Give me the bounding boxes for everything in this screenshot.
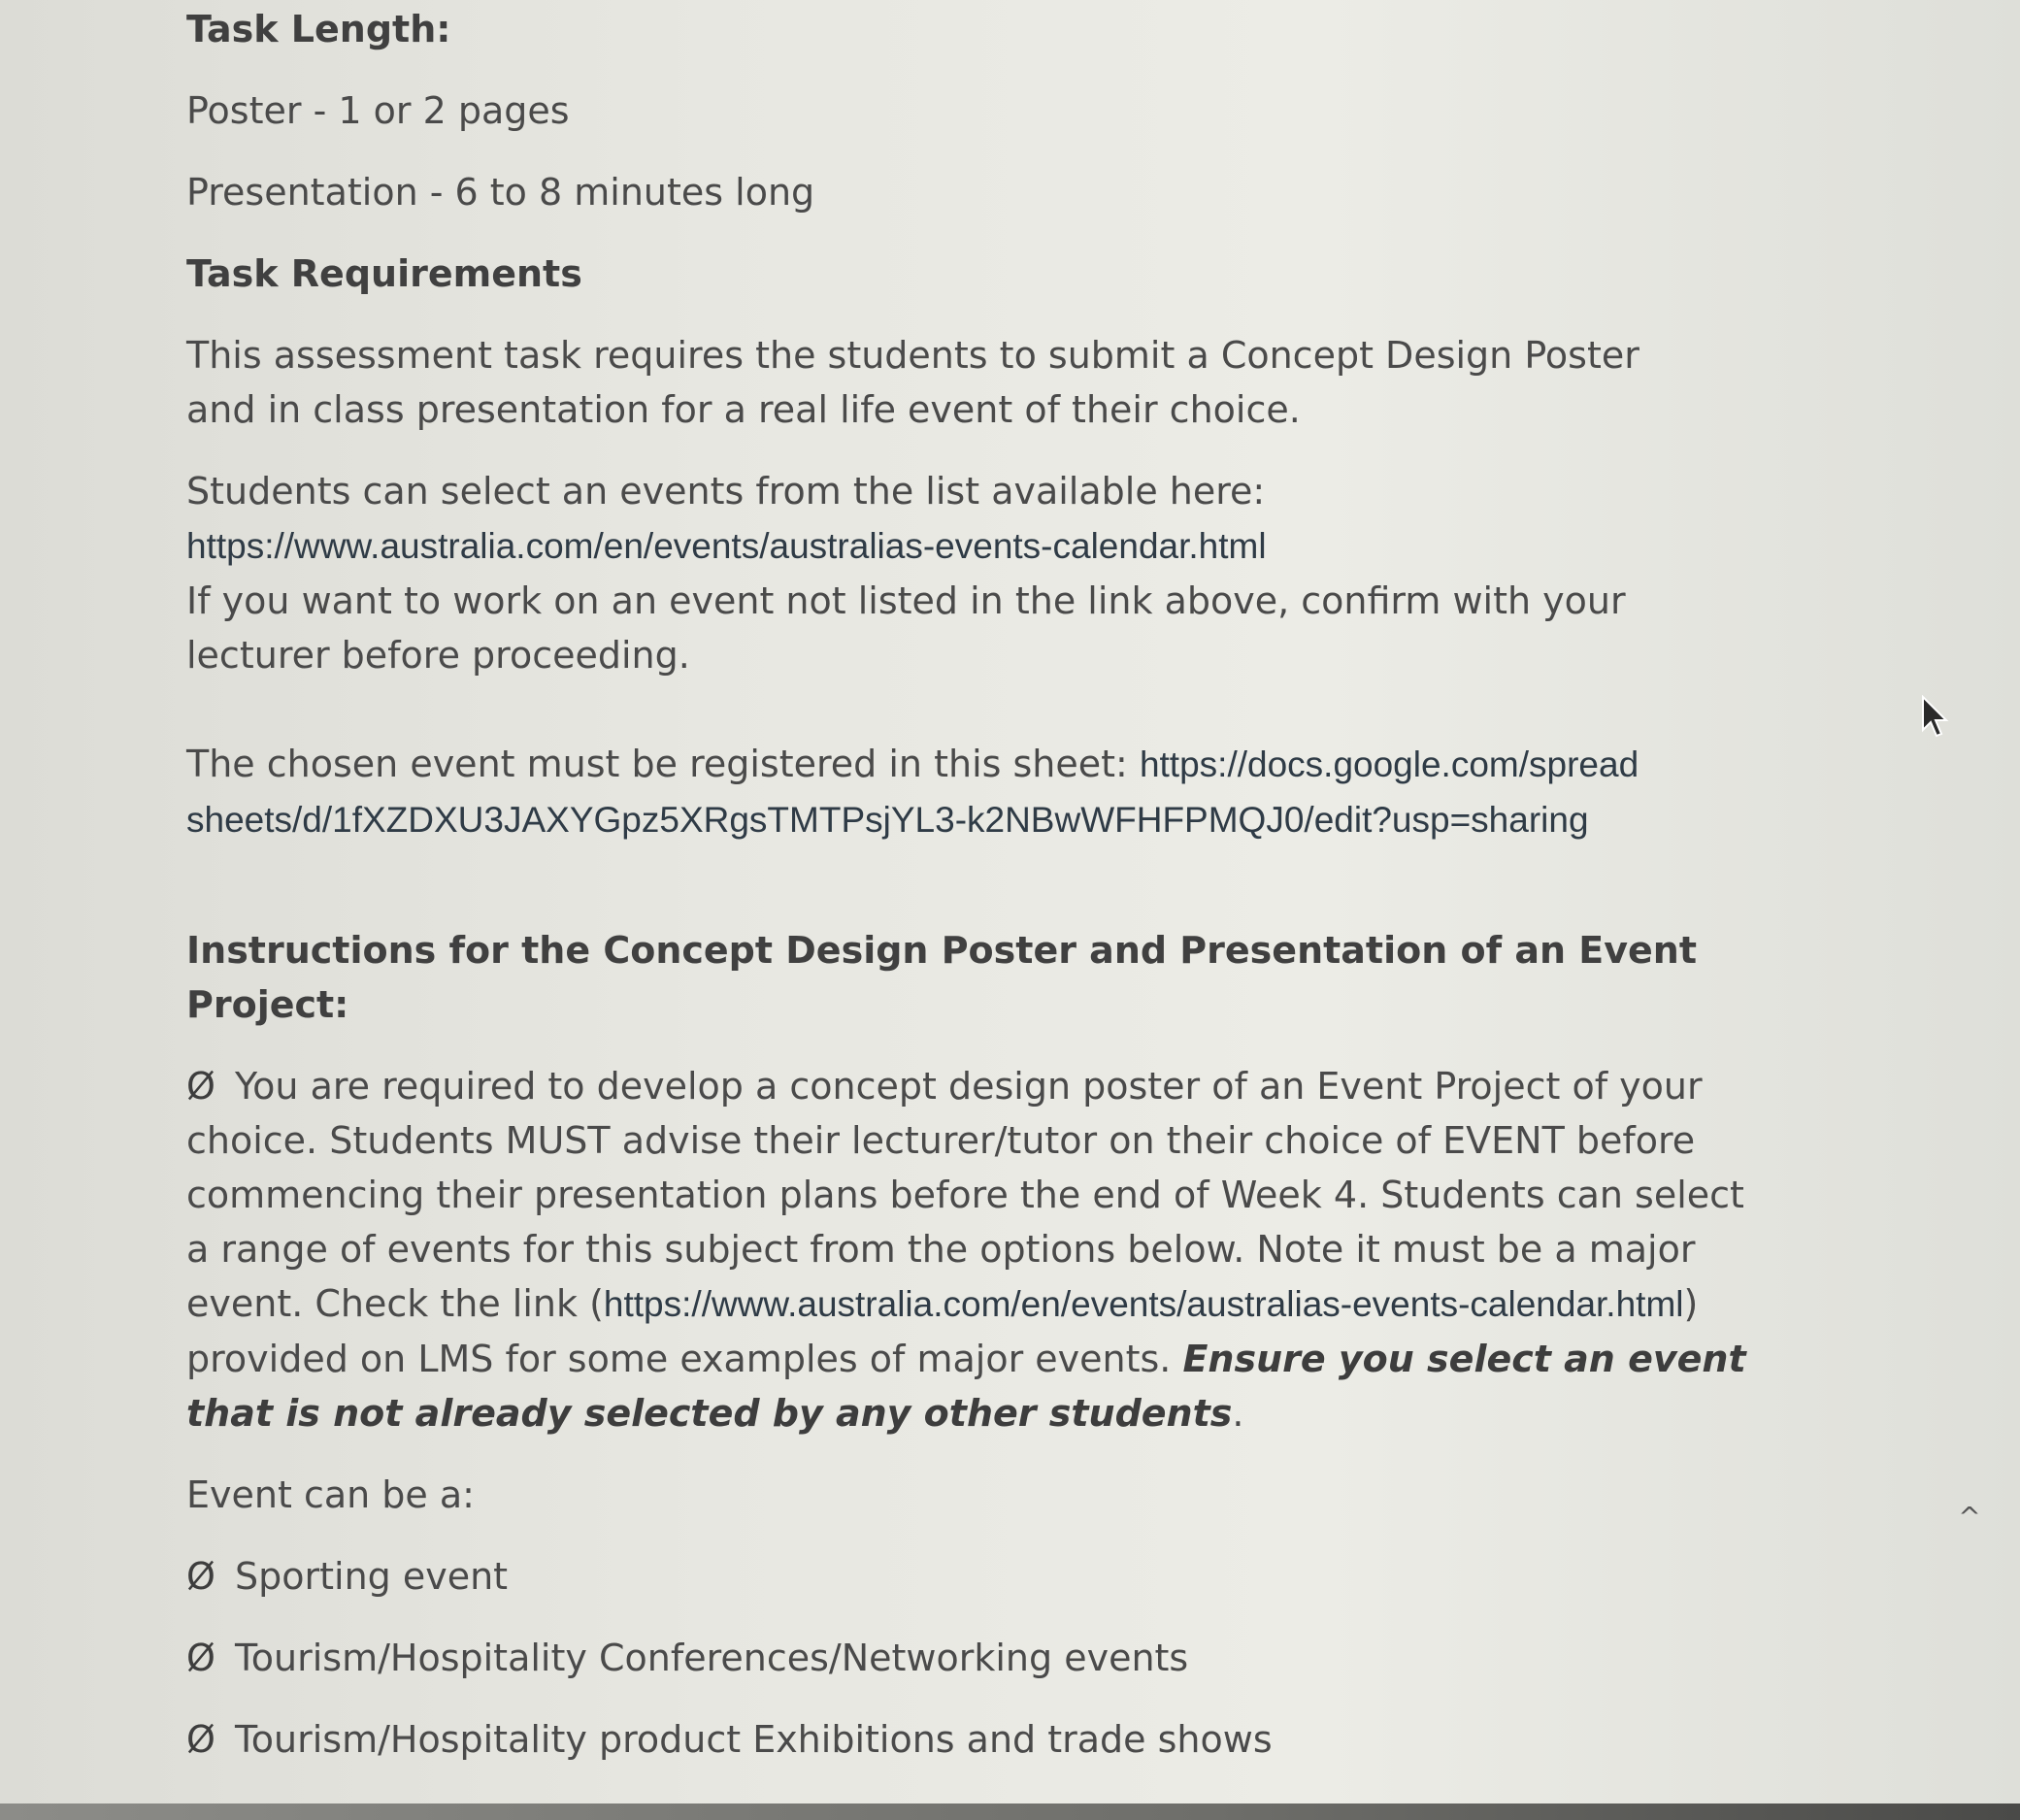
scroll-up-icon[interactable]: ^ bbox=[1958, 1501, 1981, 1533]
event-type-item bbox=[186, 1631, 1759, 1685]
instructions-text-part1: You are required to develop a concept design poster of an Event Project of your choice. Students MUST advise their lecturer/tutor on their choice of EVENT before commencing their presentation plans before the end of Week 4. Students can select a range of events for this subject from the options below. Note it must be a major event. Check the link ( bbox=[186, 1065, 1744, 1325]
events-calendar-link[interactable]: https://www.australia.com/en/events/australias-events-calendar.html bbox=[186, 526, 1267, 566]
requirements-description: This assessment task requires the students to submit a Concept Design Poster and in class presentation for a real life event of their choice. bbox=[186, 334, 1639, 431]
bullet-arrow-icon: Ø bbox=[186, 1718, 215, 1761]
event-type-item bbox=[186, 1712, 1759, 1767]
bullet-arrow-icon: Ø bbox=[186, 1065, 215, 1108]
mouse-pointer-icon bbox=[1920, 695, 1949, 740]
instructions-body bbox=[186, 1059, 1759, 1440]
bottom-window-bar bbox=[0, 1803, 2020, 1820]
task-requirements-heading: Task Requirements bbox=[186, 252, 582, 295]
instructions-text-part2: ) provided on LMS for some examples of major events. bbox=[186, 1282, 1699, 1380]
task-length-heading: Task Length: bbox=[186, 8, 451, 50]
presentation-length: Presentation - 6 to 8 minutes long bbox=[186, 171, 815, 214]
event-types-intro: Event can be a: bbox=[186, 1473, 475, 1516]
bullet-arrow-icon: Ø bbox=[186, 1555, 215, 1598]
registration-sheet-link[interactable]: https://docs.google.com/spreadsheets/d/1fXZDXU3JAXYGpz5XRgsTMTPsjYL3-k2NBwWFHFPMQJ0/edit?usp=sharing bbox=[186, 745, 1639, 840]
event-type-label: Tourism/Hospitality product Exhibitions and trade shows bbox=[235, 1718, 1273, 1761]
instructions-text-end: . bbox=[1232, 1392, 1244, 1435]
instructions-events-link[interactable]: https://www.australia.com/en/events/australias-events-calendar.html bbox=[603, 1284, 1684, 1324]
event-type-label: Sporting event bbox=[235, 1555, 509, 1598]
instructions-emphasis: Ensure you select an event that is not already selected by any other students bbox=[186, 1338, 1746, 1435]
confirm-text: If you want to work on an event not listed in the link above, confirm with your lecturer before proceeding. bbox=[186, 579, 1626, 677]
registration-paragraph bbox=[186, 737, 1642, 847]
events-selection-paragraph bbox=[186, 464, 1759, 682]
bullet-arrow-icon: Ø bbox=[186, 1637, 215, 1679]
instructions-heading: Instructions for the Concept Design Poster and Presentation of an Event Project: bbox=[186, 929, 1698, 1026]
event-type-label: Tourism/Hospitality Conferences/Networking events bbox=[235, 1637, 1189, 1679]
register-text: The chosen event must be registered in this sheet: bbox=[186, 743, 1128, 785]
event-type-item bbox=[186, 1549, 1759, 1604]
assessment-content bbox=[186, 0, 1759, 1767]
poster-length: Poster - 1 or 2 pages bbox=[186, 89, 570, 132]
select-text: Students can select an events from the list available here: bbox=[186, 470, 1266, 513]
